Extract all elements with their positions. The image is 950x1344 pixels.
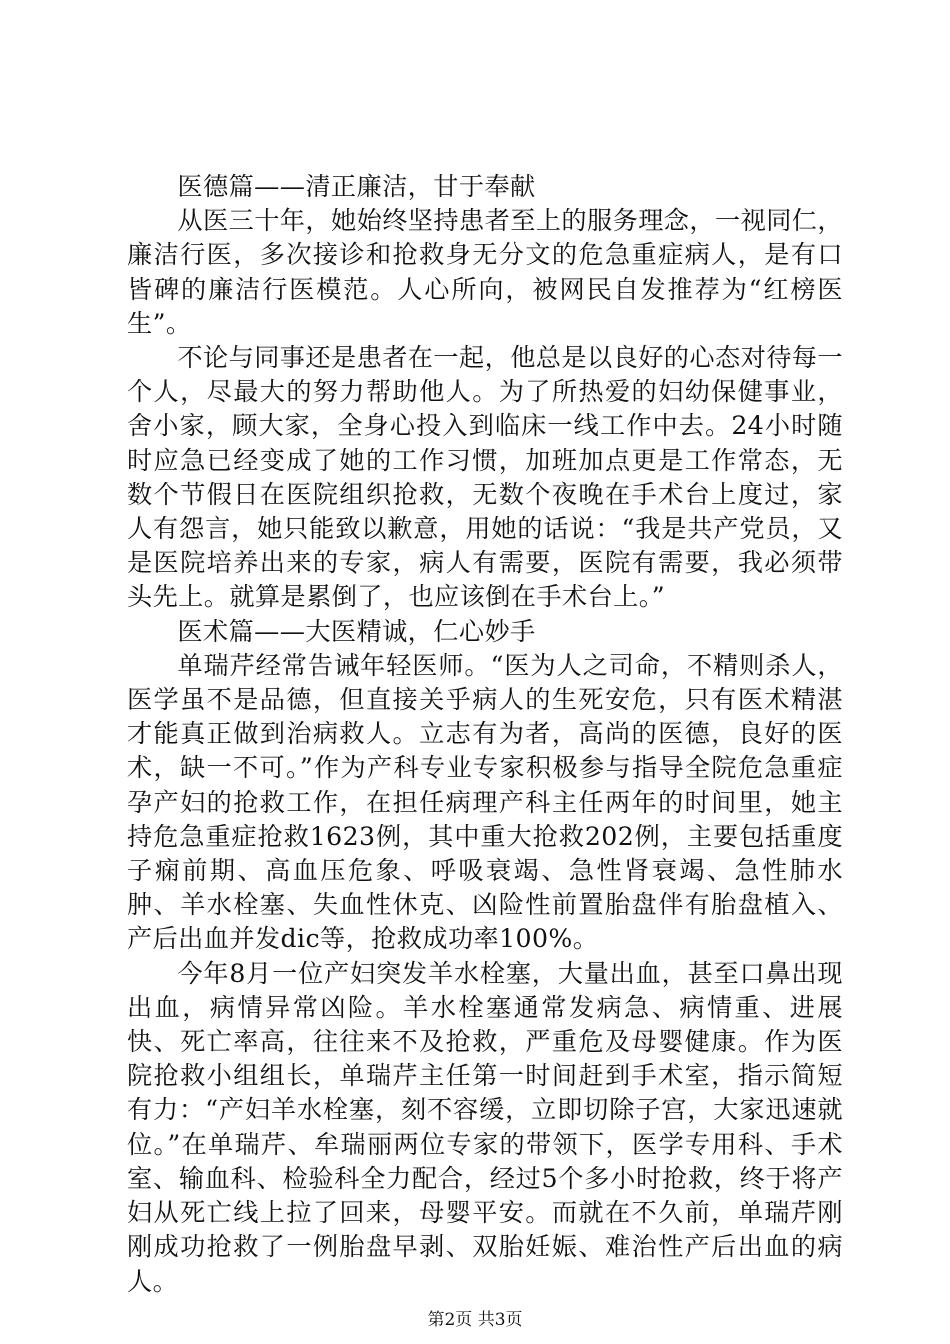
paragraph: 从医三十年，她始终坚持患者至上的服务理念，一视同仁，廉洁行医，多次接诊和抢救身无分文的危急重症病人，是有口皆碑的廉洁行医模范。人心所向，被网民自发推荐为“红榜医生”。 bbox=[127, 206, 843, 338]
section-heading-medical-skill: 医术篇——大医精诚，仁心妙手 bbox=[177, 616, 536, 646]
document-body bbox=[127, 170, 843, 1299]
page-footer: 第2页 共3页 bbox=[427, 1310, 523, 1330]
section-heading-medical-ethics: 医德篇——清正廉洁，甘于奉献 bbox=[177, 172, 536, 201]
paragraph: 单瑞芹经常告诫年轻医师。“医为人之司命，不精则杀人，医学虽不是品德，但直接关乎病人的生死安危，只有医术精湛才能真正做到治病救人。立志有为者，高尚的医德，良好的医术，缺一不可。”作为产科专业专家积极参与指导全院危急重症孕产妇的抢救工作，在担任病理产科主任两年的时间里，她主持危急重症抢救1623例，其中重大抢救202例，主要包括重度子痫前期、高血压危象、呼吸衰竭、急性肾衰竭、急性肺水肿、羊水栓塞、失血性休克、凶险性前置胎盘伴有胎盘植入、产后出血并发dic等，抢救成功率100%。 bbox=[127, 650, 843, 954]
paragraph: 不论与同事还是患者在一起，他总是以良好的心态对待每一个人，尽最大的努力帮助他人。为了所热爱的妇幼保健事业，舍小家，顾大家，全身心投入到临床一线工作中去。24小时随时应急已经变成了她的工作习惯，加班加点更是工作常态，无数个节假日在医院组织抢救，无数个夜晚在手术台上度过，家人有怨言，她只能致以歉意，用她的话说：“我是共产党员，又是医院培养出来的专家，病人有需要，医院有需要，我必须带头先上。就算是累倒了，也应该倒在手术台上。” bbox=[127, 343, 843, 612]
paragraph: 今年8月一位产妇突发羊水栓塞，大量出血，甚至口鼻出现出血，病情异常凶险。羊水栓塞通常发病急、病情重、进展快、死亡率高，往往来不及抢救，严重危及母婴健康。作为医院抢救小组组长，单瑞芹主任第一时间赶到手术室，指示简短有力：“产妇羊水栓塞，刻不容缓，立即切除子宫，大家迅速就位。”在单瑞芹、牟瑞丽两位专家的带领下，医学专用科、手术室、输血科、检验科全力配合，经过5个多小时抢救，终于将产妇从死亡线上拉了回来，母婴平安。而就在不久前，单瑞芹刚刚成功抢救了一例胎盘早剥、双胎妊娠、难治性产后出血的病人。 bbox=[127, 958, 843, 1296]
